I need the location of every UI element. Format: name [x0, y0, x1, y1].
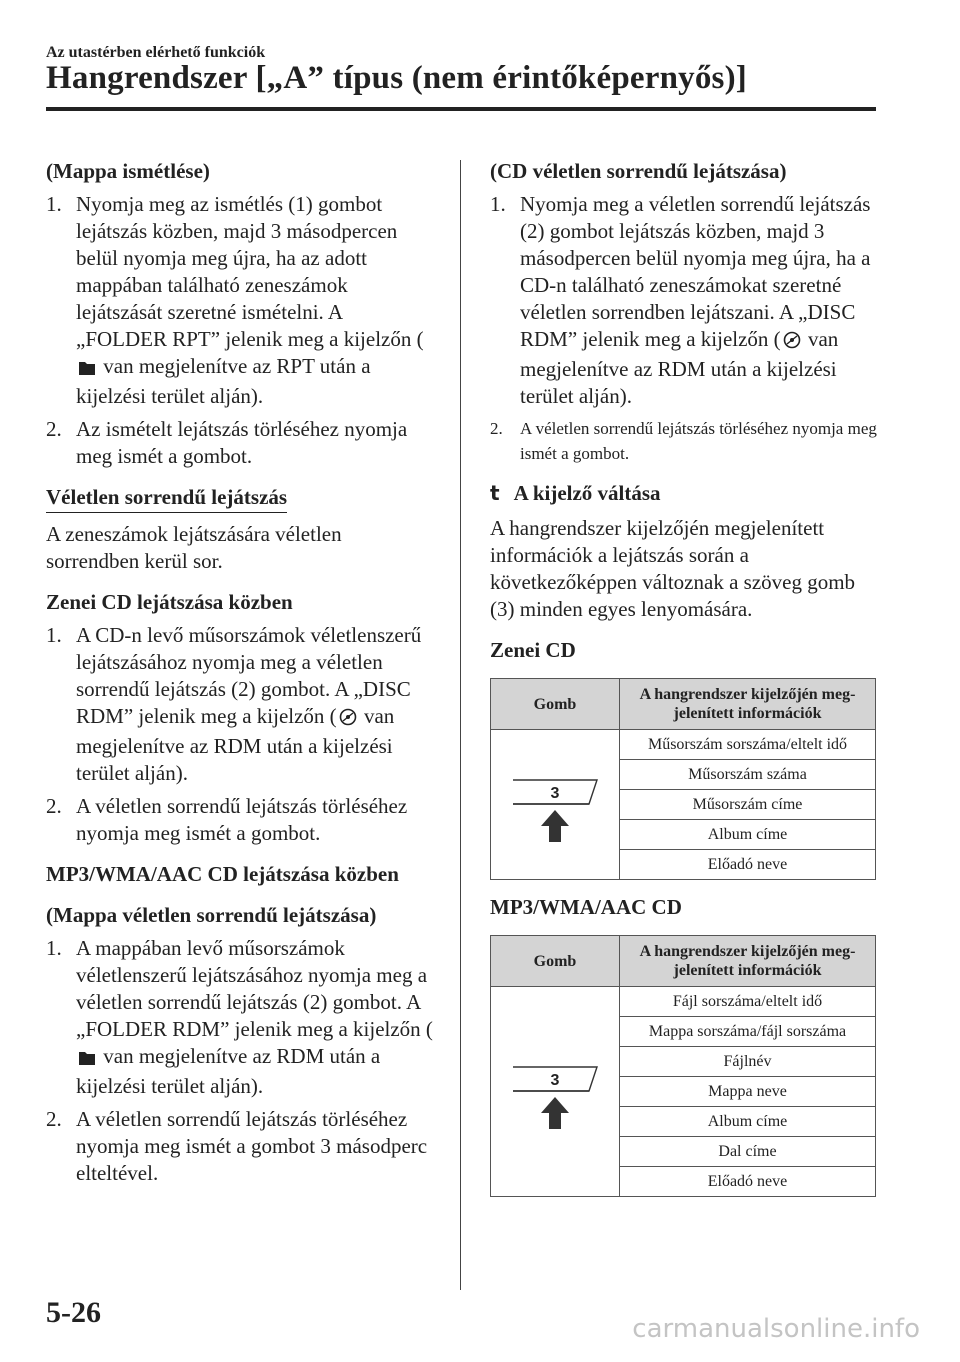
table-cell: Mappa neve — [620, 1077, 876, 1107]
col-header-button: Gomb — [491, 679, 620, 730]
col-header-info: A hangrendszer kijelzőjén meg-jelenített információk — [620, 679, 876, 730]
page-title: Hangrendszer [„A” típus (nem érintőképernyős)] — [46, 60, 747, 96]
table-cell: Mappa sorszáma/fájl sorszáma — [620, 1017, 876, 1047]
step-text: A véletlen sorrendű lejátszás törléséhez nyomja meg ismét a gombot 3 másodperc elteltével. — [76, 1107, 428, 1185]
table-header-row — [491, 936, 876, 987]
button-label: 3 — [550, 785, 560, 802]
mp3-random-subheading: (Mappa véletlen sorrendű lejátszása) — [46, 903, 377, 927]
folder-icon — [78, 356, 96, 383]
table-header-row — [491, 679, 876, 730]
text-button-cell — [491, 987, 620, 1197]
list-item — [490, 416, 880, 466]
list-item — [490, 191, 880, 410]
col-header-button: Gomb — [491, 936, 620, 987]
table-mp3 — [490, 935, 876, 1197]
text-button-icon — [505, 1039, 605, 1139]
step-text: A véletlen sorrendű lejátszás törléséhez nyomja meg ismét a gombot. — [76, 794, 408, 845]
display-heading: t A kijelző váltása — [490, 481, 661, 505]
step-text: Nyomja meg a véletlen sorrendű lejátszás (2) gombot lejátszás közben, majd 3 másodpercen belül nyomja meg újra, ha a CD-n található zeneszámokat szeretné véletlen sorrendben lejátszani. A „DISC RDM” jelenik meg a kijelzőn ( van megjelenítve az RDM után a kijelzési terület alján). — [520, 192, 871, 408]
page-number: 5-26 — [46, 1296, 101, 1329]
section-marker: t — [490, 481, 500, 505]
col-header-info: A hangrendszer kijelzőjén meg-jelenített információk — [620, 936, 876, 987]
random-intro: A zeneszámok lejátszására véletlen sorrendben kerül sor. — [46, 522, 342, 573]
step-number: 1. — [490, 192, 506, 216]
step-number: 2. — [46, 1107, 62, 1131]
table-cell: Dal címe — [620, 1137, 876, 1167]
cd-random-all-heading: (CD véletlen sorrendű lejátszása) — [490, 159, 787, 183]
text-button-icon — [505, 752, 605, 852]
header-rule — [46, 107, 876, 111]
step-number: 2. — [490, 419, 503, 438]
step-text: Az ismételt lejátszás törléséhez nyomja meg ismét a gombot. — [76, 417, 408, 468]
table-mp3-caption: MP3/WMA/AAC CD — [490, 895, 682, 919]
random-heading: Véletlen sorrendű lejátszás — [46, 484, 438, 513]
step-number: 1. — [46, 623, 62, 647]
table-cell: Műsorszám címe — [620, 790, 876, 820]
folder-repeat-heading: (Mappa ismétlése) — [46, 159, 210, 183]
table-cell: Album címe — [620, 820, 876, 850]
left-column — [46, 158, 438, 1187]
list-item — [46, 191, 438, 410]
column-divider — [460, 160, 461, 1290]
list-item — [46, 935, 438, 1100]
table-cell: Fájl sorszáma/eltelt idő — [620, 987, 876, 1017]
table-cell: Album címe — [620, 1107, 876, 1137]
table-row — [491, 987, 876, 1017]
table-row — [491, 730, 876, 760]
step-number: 1. — [46, 936, 62, 960]
button-label: 3 — [550, 1072, 560, 1089]
table-cell: Előadó neve — [620, 1167, 876, 1197]
list-item — [46, 1106, 438, 1187]
mp3-random-heading: MP3/WMA/AAC CD lejátszása közben — [46, 862, 399, 886]
list-item — [46, 793, 438, 847]
step-text: Nyomja meg az ismétlés (1) gombot lejátszás közben, majd 3 másodpercen belül nyomja meg újra, ha az adott mappában található zeneszámok lejátszását szeretné ismételni. A „FOLDER RPT” jelenik meg a kijelzőn ( van megjelenítve az RPT után a kijelzési terület alján). — [76, 192, 424, 408]
step-number: 2. — [46, 794, 62, 818]
list-item — [46, 416, 438, 470]
table-cd-caption: Zenei CD — [490, 638, 576, 662]
table-cell: Fájlnév — [620, 1047, 876, 1077]
step-text: A CD-n levő műsorszámok véletlenszerű lejátszásához nyomja meg a véletlen sorrendű lejátszás (2) gombot. A „DISC RDM” jelenik meg a kijelzőn ( van megjelenítve az RDM után a kijelzési terület alján). — [76, 623, 422, 785]
watermark: carmanualsonline.info — [632, 1314, 920, 1344]
section-label: Az utastérben elérhető funkciók — [46, 44, 266, 61]
list-item — [46, 622, 438, 787]
step-number: 1. — [46, 192, 62, 216]
step-number: 2. — [46, 417, 62, 441]
text-button-cell — [491, 730, 620, 880]
folder-icon — [78, 1046, 96, 1073]
display-intro: A hangrendszer kijelzőjén megjelenített információk a lejátszás során a következőképpen változnak a szöveg gomb (3) minden egyes lenyomására. — [490, 516, 856, 621]
table-cd — [490, 678, 876, 880]
cd-random-heading: Zenei CD lejátszása közben — [46, 590, 293, 614]
step-text: A véletlen sorrendű lejátszás törléséhez nyomja meg ismét a gombot. — [520, 419, 877, 463]
table-cell: Műsorszám sorszáma/eltelt idő — [620, 730, 876, 760]
step-text: A mappában levő műsorszámok véletlenszerű lejátszásához nyomja meg a véletlen sorrendű lejátszás (2) gombot. A „FOLDER RDM” jelenik meg a kijelzőn ( van megjelenítve az RDM után a kijelzési terület alján). — [76, 936, 433, 1098]
disc-icon — [783, 329, 801, 356]
right-column — [490, 158, 880, 1197]
disc-icon — [339, 706, 357, 733]
table-cell: Előadó neve — [620, 850, 876, 880]
table-cell: Műsorszám száma — [620, 760, 876, 790]
